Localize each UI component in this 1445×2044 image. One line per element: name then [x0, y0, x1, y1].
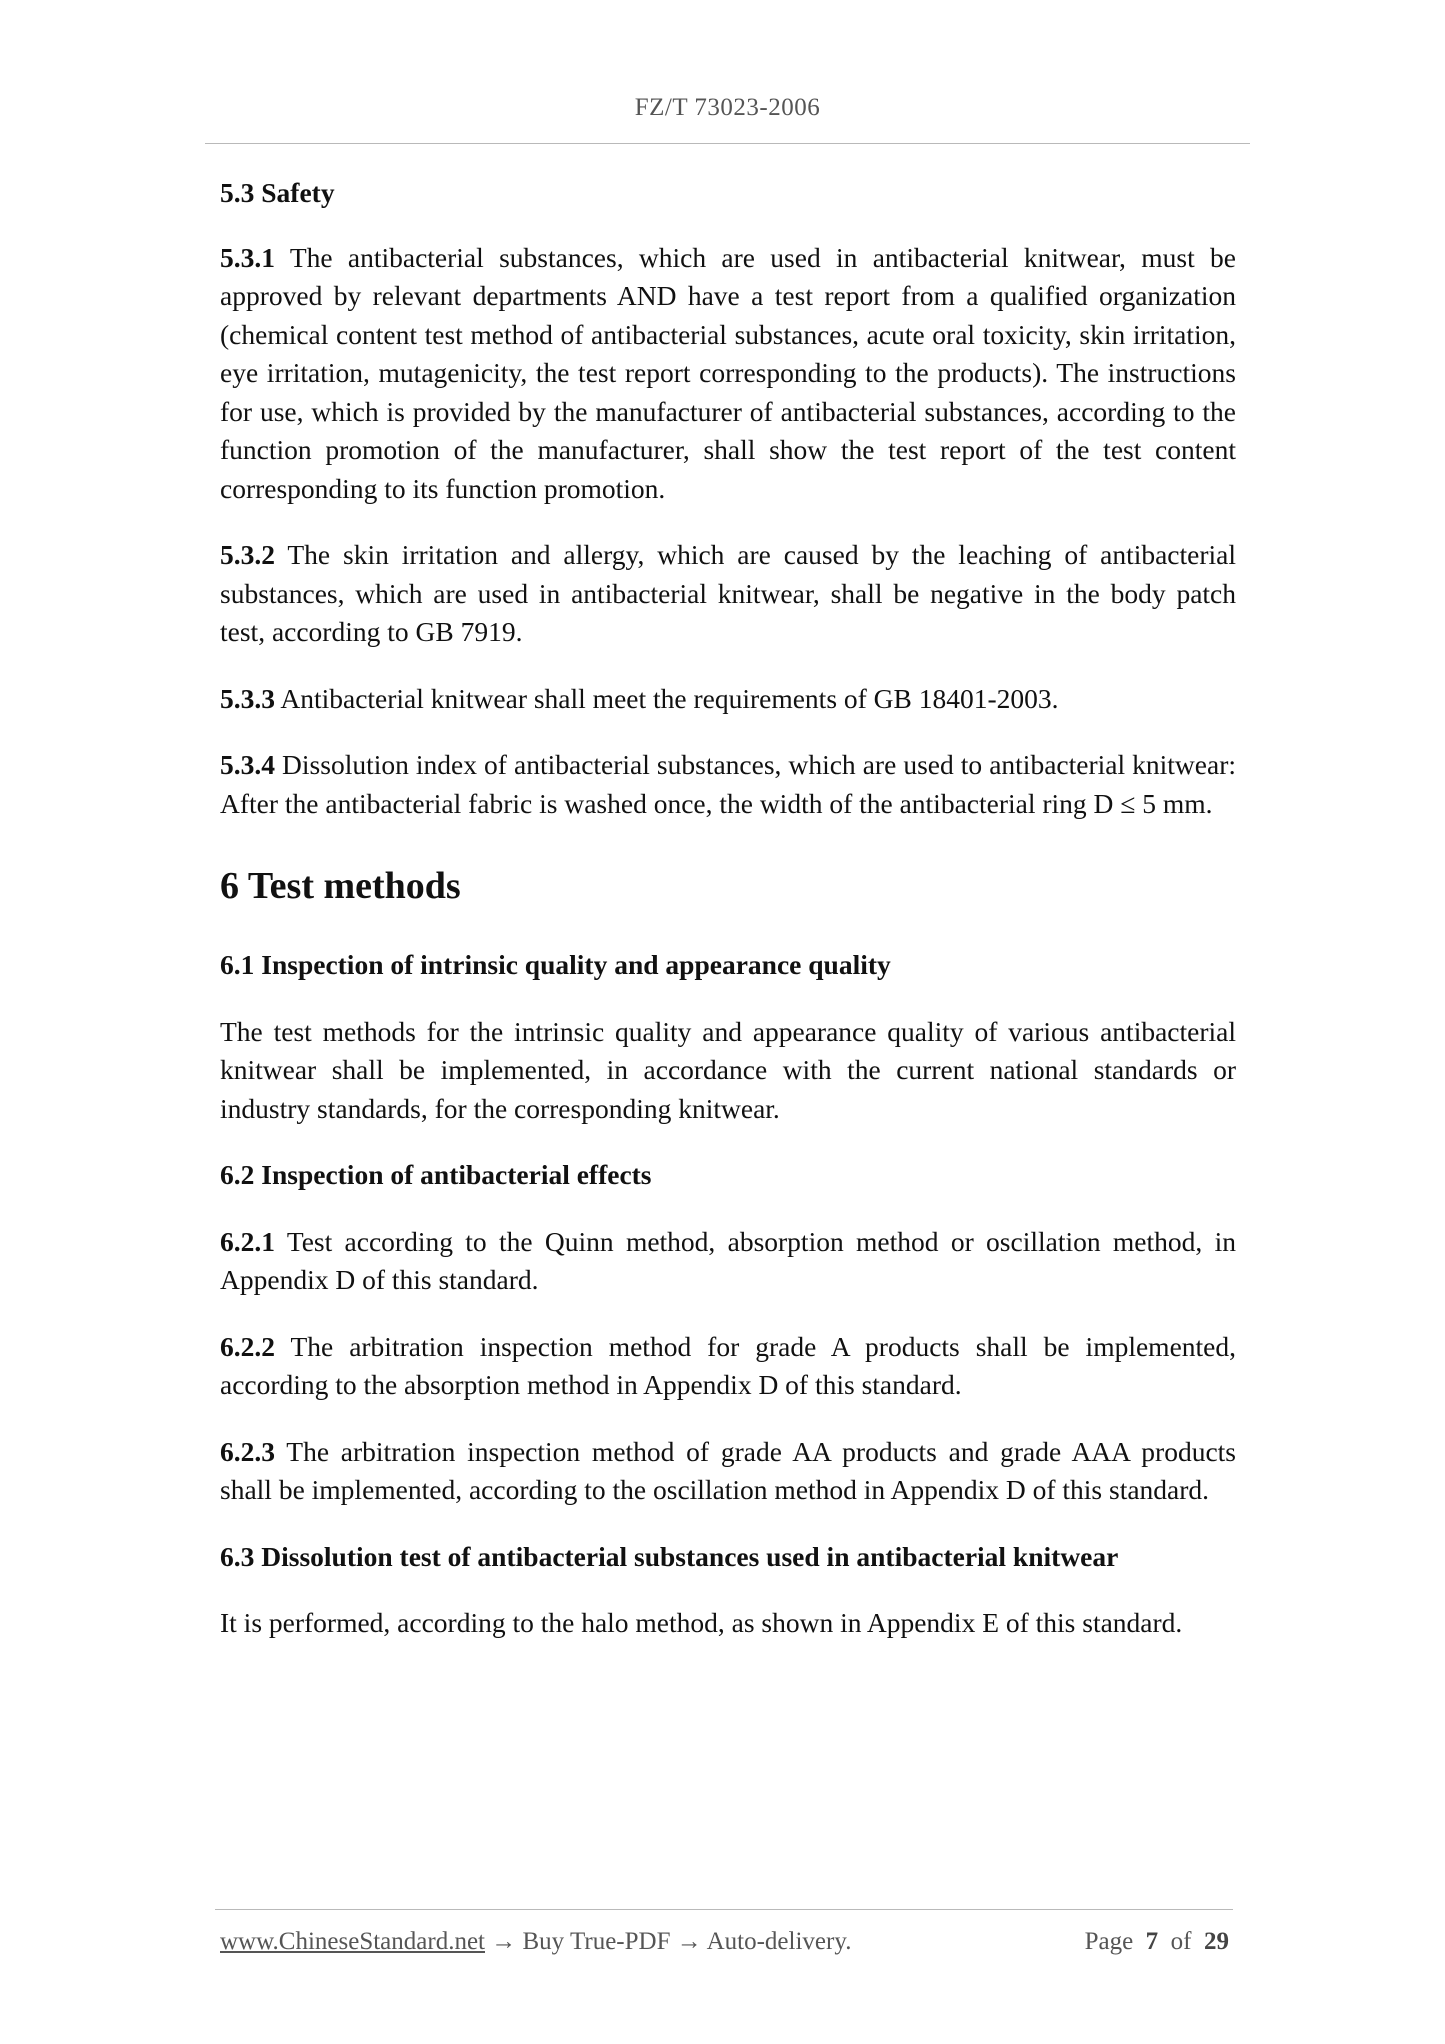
clause-6-2-3	[220, 1433, 1236, 1510]
clause-number: 5.3.1	[220, 241, 275, 273]
section-6-1-title: 6.1 Inspection of intrinsic quality and appearance quality	[220, 949, 891, 980]
clause-text: The arbitration inspection method of grade AA products and grade AAA products shall be implemented, according to the oscillation method in Appendix D of this standard.	[220, 1435, 1236, 1505]
clause-5-3-4	[220, 746, 1236, 823]
clause-number: 5.3.4	[220, 749, 275, 780]
document-body	[220, 174, 1236, 1643]
clause-text: Antibacterial knitwear shall meet the requirements of GB 18401-2003.	[275, 682, 1059, 714]
section-5-3-title: 5.3 Safety	[220, 177, 335, 208]
clause-number: 6.2.3	[220, 1435, 275, 1467]
site-link[interactable]: www.ChineseStandard.net	[220, 1928, 485, 1955]
document-id-header: FZ/T 73023-2006	[634, 94, 821, 121]
clause-text: Test according to the Quinn method, absorption method or oscillation method, in Appendix D of this standard.	[220, 1225, 1236, 1295]
clause-5-3-1	[220, 239, 1236, 509]
clause-6-2-2	[220, 1328, 1236, 1405]
clause-6-1-text: The test methods for the intrinsic quality and appearance quality of various antibacterial knitwear shall be implemented, in accordance with the current national standards or industry standards, for the corresponding knitwear.	[220, 1015, 1236, 1124]
arrow-right-icon: →	[485, 1928, 523, 1955]
clause-5-3-3	[220, 680, 1236, 719]
page-label: Page	[1084, 1928, 1134, 1955]
clause-text: The arbitration inspection method for grade A products shall be implemented, according to the absorption method in Appendix D of this standard.	[220, 1330, 1236, 1400]
clause-text: The antibacterial substances, which are used in antibacterial knitwear, must be approved by relevant departments AND have a test report from a qualified organization (chemical content test method of antibacterial substances, acute oral toxicity, skin irritation, eye irritation, mutagenicity, the test report corresponding to the products). The instructions for use, which is provided by the manufacturer of antibacterial substances, according to the function promotion of the manufacturer, shall show the test report of the test content corresponding to its function promotion.	[220, 241, 1236, 504]
page-total: 29	[1204, 1928, 1229, 1955]
footer-promo	[220, 1928, 851, 1956]
section-6-3-title: 6.3 Dissolution test of antibacterial substances used in antibacterial knitwear	[220, 1540, 1119, 1572]
section-6-2-title: 6.2 Inspection of antibacterial effects	[220, 1159, 652, 1190]
page-of: of	[1170, 1928, 1192, 1955]
clause-6-2-1	[220, 1223, 1236, 1300]
clause-number: 6.2.1	[220, 1225, 275, 1257]
header-divider	[205, 143, 1250, 144]
footer-divider	[215, 1909, 1233, 1910]
clause-text: The skin irritation and allergy, which are caused by the leaching of antibacterial substances, which are used in antibacterial knitwear, shall be negative in the body patch test, according to GB 7919.	[220, 539, 1236, 647]
clause-6-3-text: It is performed, according to the halo method, as shown in Appendix E of this standard.	[220, 1607, 1183, 1638]
section-6-title: 6 Test methods	[220, 865, 461, 907]
arrow-right-icon: →	[670, 1928, 707, 1955]
clause-number: 5.3.3	[220, 682, 275, 714]
clause-5-3-2	[220, 536, 1236, 652]
buy-text: Buy True-PDF	[522, 1928, 671, 1955]
clause-number: 6.2.2	[220, 1330, 275, 1362]
page-current: 7	[1145, 1928, 1159, 1955]
delivery-text: Auto-delivery.	[706, 1928, 852, 1955]
clause-text: Dissolution index of antibacterial substances, which are used to antibacterial knitwear: After the antibacterial fabric is washed once, the width of the antibacterial ring D ≤ 5 mm.	[220, 749, 1236, 819]
page-indicator	[1085, 1928, 1229, 1956]
clause-number: 5.3.2	[220, 539, 275, 570]
